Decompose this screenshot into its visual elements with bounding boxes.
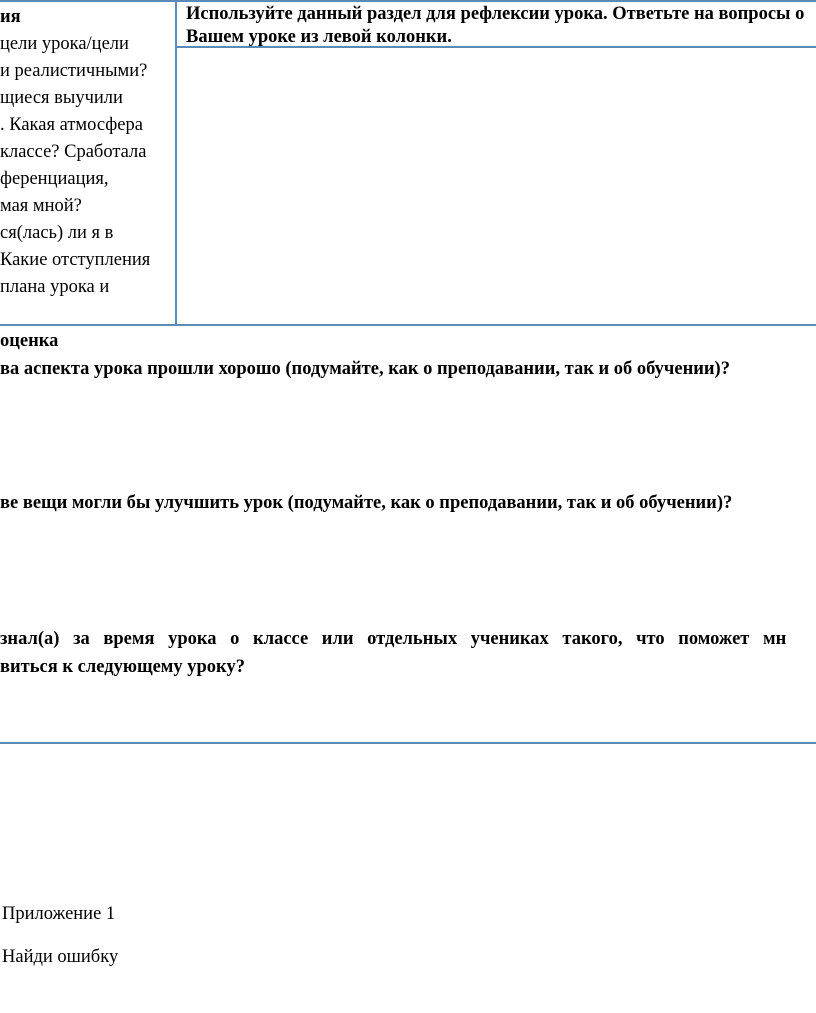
left-line-3: щиеся выучили — [0, 88, 123, 108]
left-line-8: ся(лась) ли я в — [0, 223, 114, 243]
question-3-line-1: знал(а) за время урока о классе или отдельных учениках такого, что поможет мн — [0, 629, 787, 649]
right-header: Используйте данный раздел для рефлексии урока. Ответьте на вопросы о Вашем уроке из левой колонки. — [186, 4, 805, 47]
left-line-7: мая мной? — [0, 196, 82, 216]
left-line-4: . Какая атмосфера — [0, 115, 143, 135]
table-top-border — [0, 0, 816, 2]
appendix-task: Найди ошибку — [2, 947, 119, 967]
column-divider — [175, 0, 177, 326]
appendix-label: Приложение 1 — [2, 904, 116, 924]
question-3-line-2: виться к следующему уроку? — [0, 657, 245, 677]
table-bottom-border — [0, 742, 816, 744]
evaluation-title: оценка — [0, 331, 59, 351]
left-header: ия — [0, 7, 21, 27]
left-line-1: цели урока/цели — [0, 34, 129, 54]
question-1: ва аспекта урока прошли хорошо (подумайте, как о преподавании, так и об обучении)? — [0, 359, 730, 379]
question-2: ве вещи могли бы улучшить урок (подумайте, как о преподавании, так и об обучении)? — [0, 493, 733, 513]
left-line-9: Какие отступления — [0, 250, 151, 270]
left-line-6: ференциация, — [0, 169, 109, 189]
table-row-divider — [0, 324, 816, 326]
left-line-5: классе? Сработала — [0, 142, 147, 162]
left-line-2: и реалистичными? — [0, 61, 148, 81]
left-line-10: плана урока и — [0, 277, 110, 297]
